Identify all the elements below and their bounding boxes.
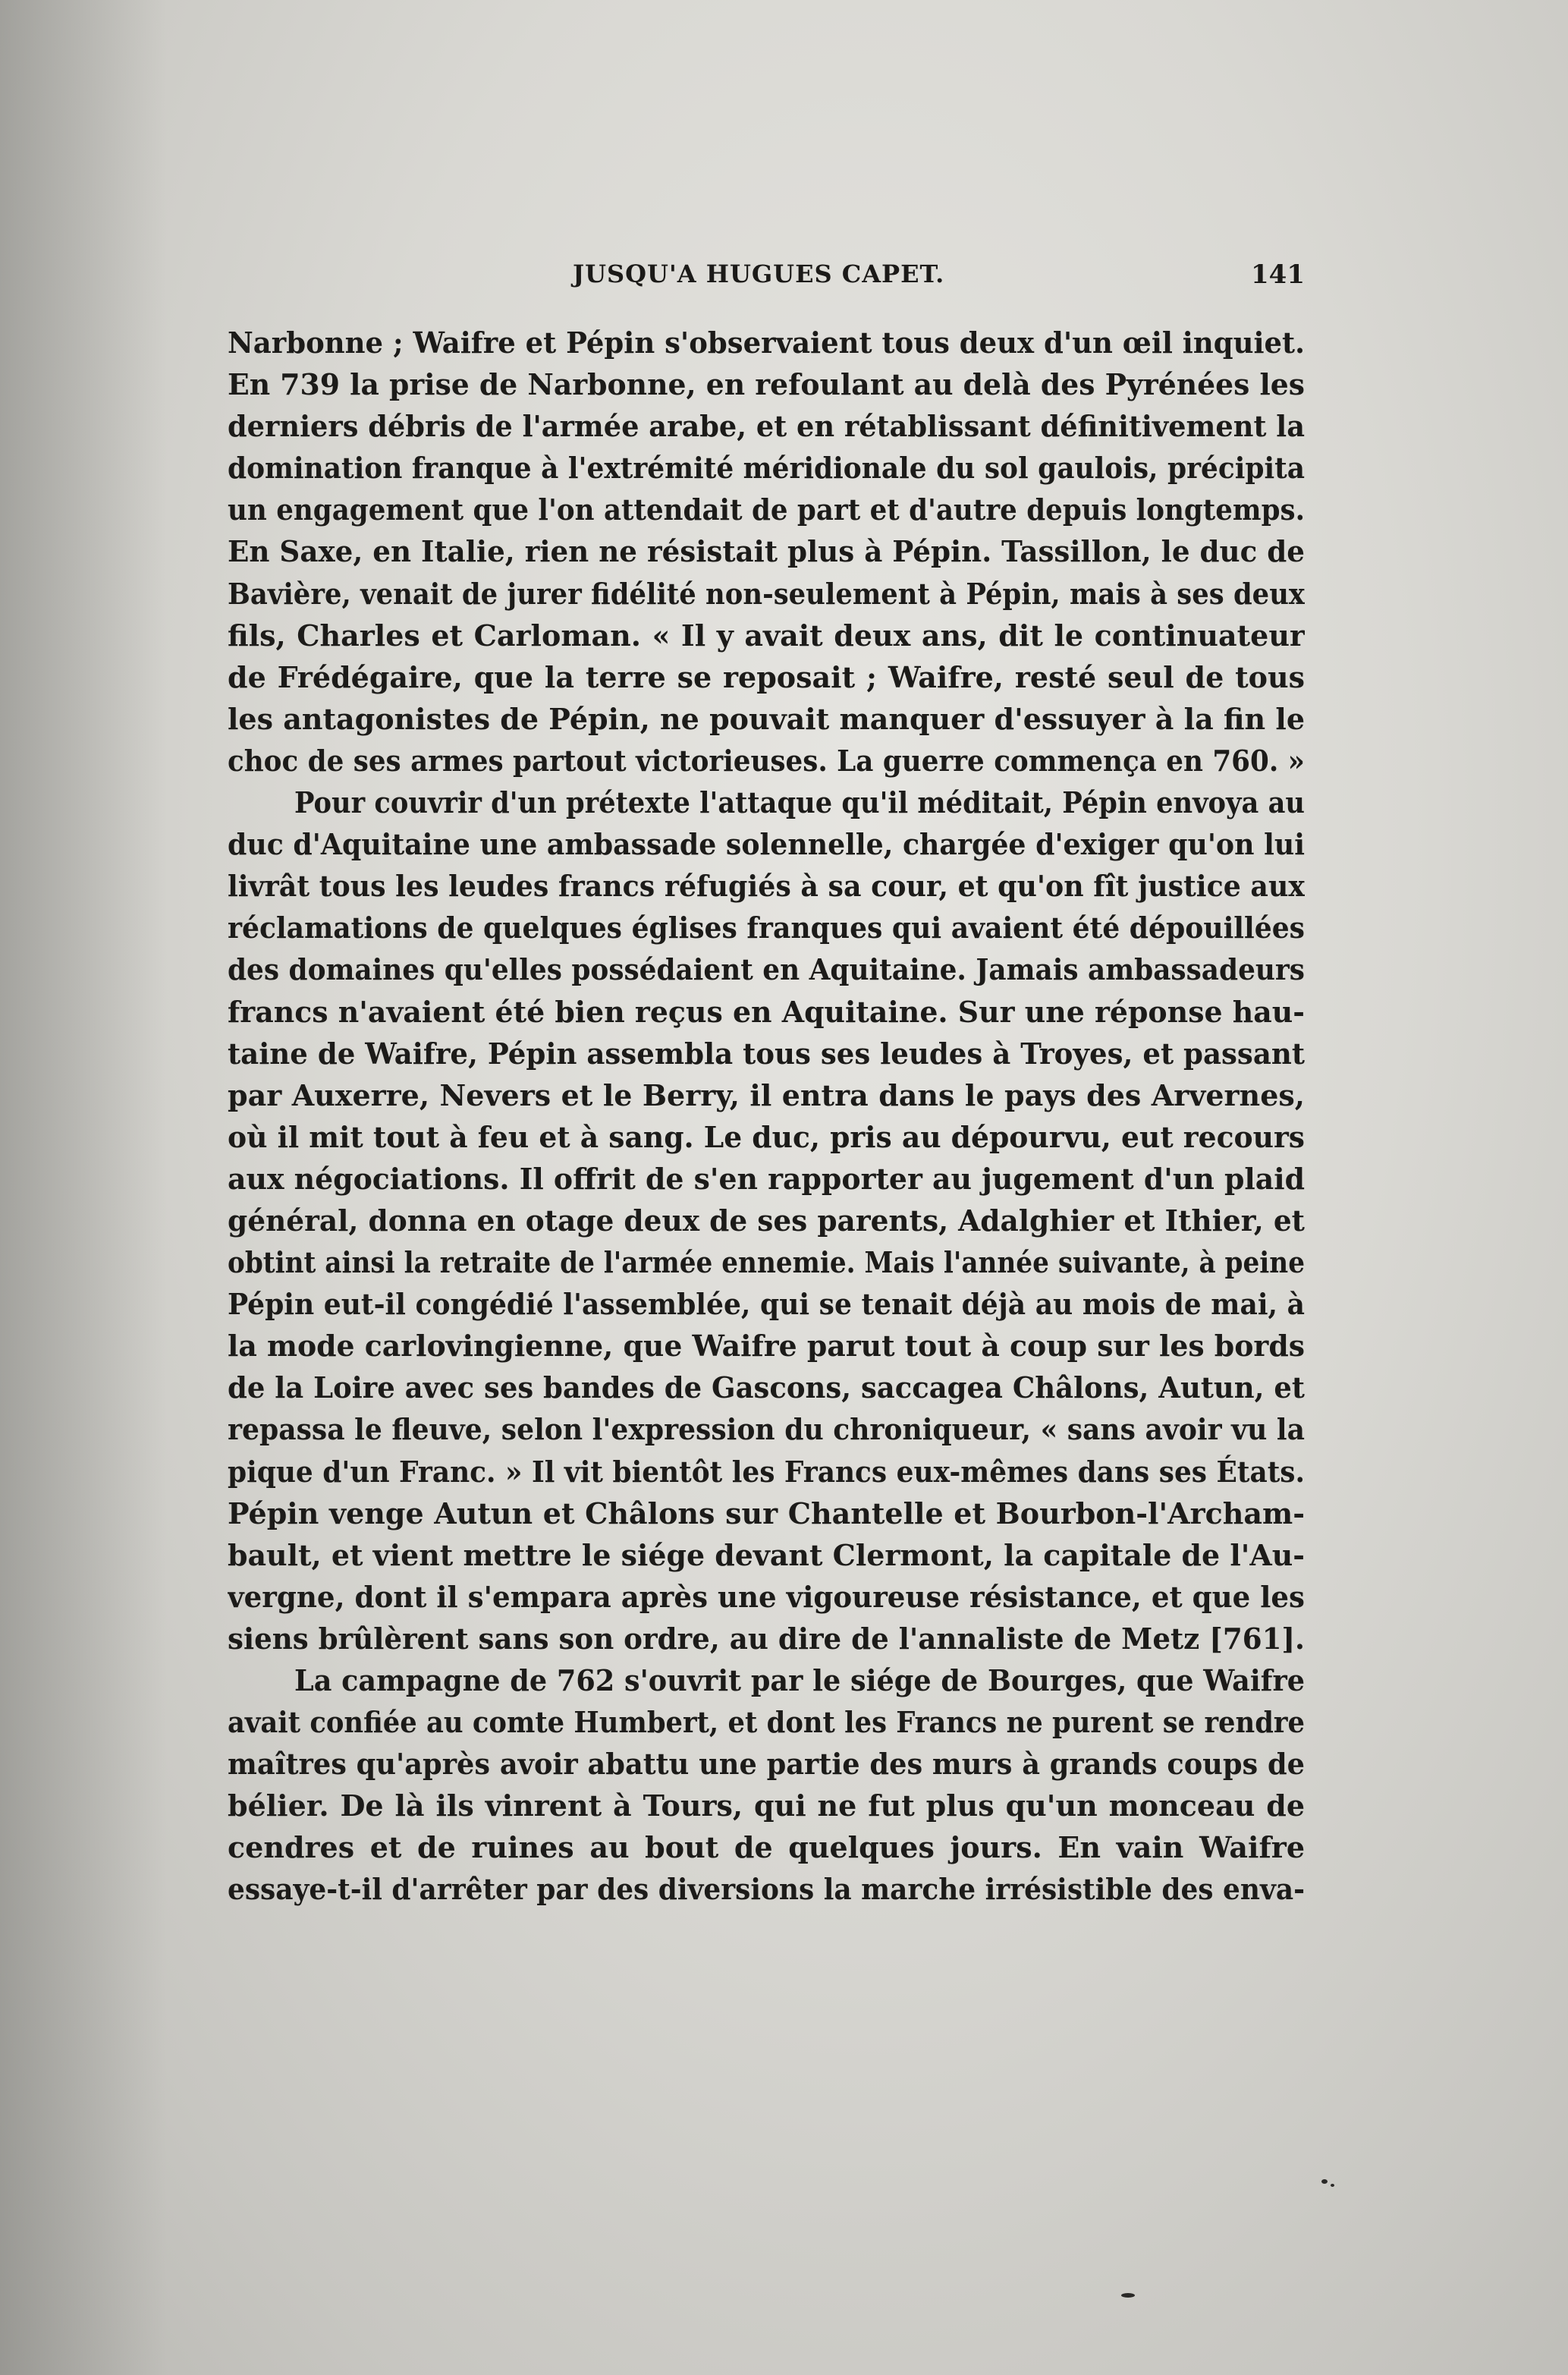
text-line: domination franque à l'extrémité méridionale du sol gaulois, précipita <box>228 451 1305 486</box>
text-line: repassa le fleuve, selon l'expression du chroniqueur, « sans avoir vu la <box>228 1412 1305 1447</box>
text-line: francs n'avaient été bien reçus en Aquitaine. Sur une réponse hau- <box>228 994 1305 1029</box>
text-line: réclamations de quelques églises franques qui avaient été dépouillées <box>228 911 1305 945</box>
text-line: les antagonistes de Pépin, ne pouvait manquer d'essuyer à la fin le <box>228 701 1305 736</box>
text-line: bault, et vient mettre le siége devant Clermont, la capitale de l'Au- <box>228 1537 1305 1572</box>
text-line: siens brûlèrent sans son ordre, au dire de l'annaliste de Metz [761]. <box>228 1621 1305 1656</box>
text-line: fils, Charles et Carloman. « Il y avait deux ans, dit le continuateur <box>228 618 1305 653</box>
text-line: avait confiée au comte Humbert, et dont les Francs ne purent se rendre <box>228 1705 1305 1740</box>
text-line: Pépin venge Autun et Châlons sur Chantelle et Bourbon-l'Archam- <box>228 1496 1305 1530</box>
page-number: 141 <box>1251 260 1305 290</box>
text-line: Bavière, venait de jurer fidélité non-seulement à Pépin, mais à ses deux <box>228 576 1305 611</box>
ink-speck <box>1321 2179 1328 2184</box>
paragraph-first-line: Pour couvrir d'un prétexte l'attaque qu'il méditait, Pépin envoya au <box>294 785 1305 820</box>
gutter-shadow <box>0 0 167 2375</box>
text-line: En 739 la prise de Narbonne, en refoulant au delà des Pyrénées les <box>228 367 1305 402</box>
text-line: obtint ainsi la retraite de l'armée ennemie. Mais l'année suivante, à peine <box>228 1245 1305 1280</box>
text-line: livrât tous les leudes francs réfugiés à sa cour, et qu'on fît justice aux <box>228 869 1305 904</box>
text-line: de la Loire avec ses bandes de Gascons, saccagea Châlons, Autun, et <box>228 1370 1305 1405</box>
text-line: où il mit tout à feu et à sang. Le duc, pris au dépourvu, eut recours <box>228 1119 1305 1154</box>
text-line: par Auxerre, Nevers et le Berry, il entra dans le pays des Arvernes, <box>228 1077 1305 1112</box>
running-head <box>228 260 1305 297</box>
text-line: de Frédégaire, que la terre se reposait ; Waifre, resté seul de tous <box>228 659 1305 694</box>
text-line: Narbonne ; Waifre et Pépin s'observaient tous deux d'un œil inquiet. <box>228 326 1305 360</box>
paragraph-first-line: La campagne de 762 s'ouvrit par le siége de Bourges, que Waifre <box>294 1663 1305 1697</box>
text-line: général, donna en otage deux de ses parents, Adalghier et Ithier, et <box>228 1203 1305 1238</box>
body-text <box>228 322 1305 1911</box>
ink-speck <box>1121 2293 1135 2298</box>
text-line: cendres et de ruines au bout de quelques jours. En vain Waifre <box>228 1830 1305 1865</box>
text-line: Pépin eut-il congédié l'assemblée, qui se tenait déjà au mois de mai, à <box>228 1287 1305 1322</box>
text-line: vergne, dont il s'empara après une vigoureuse résistance, et que les <box>228 1579 1305 1614</box>
text-line: choc de ses armes partout victorieuses. La guerre commença en 760. » <box>228 743 1305 778</box>
ink-speck <box>1331 2184 1334 2187</box>
text-line: essaye-t-il d'arrêter par des diversions la marche irrésistible des enva- <box>228 1872 1305 1907</box>
text-line: derniers débris de l'armée arabe, et en rétablissant définitivement la <box>228 409 1305 444</box>
text-line: taine de Waifre, Pépin assembla tous ses leudes à Troyes, et passant <box>228 1036 1305 1071</box>
text-line: bélier. De là ils vinrent à Tours, qui ne fut plus qu'un monceau de <box>228 1788 1305 1823</box>
text-line: un engagement que l'on attendait de part et d'autre depuis longtemps. <box>228 492 1305 527</box>
text-line: En Saxe, en Italie, rien ne résistait plus à Pépin. Tassillon, le duc de <box>228 534 1305 569</box>
text-line: maîtres qu'après avoir abattu une partie des murs à grands coups de <box>228 1747 1305 1782</box>
text-line: aux négociations. Il offrit de s'en rapporter au jugement d'un plaid <box>228 1161 1305 1196</box>
text-line: pique d'un Franc. » Il vit bientôt les Francs eux-mêmes dans ses États. <box>228 1454 1305 1489</box>
text-line: duc d'Aquitaine une ambassade solennelle, chargée d'exiger qu'on lui <box>228 827 1305 862</box>
text-line: des domaines qu'elles possédaient en Aquitaine. Jamais ambassadeurs <box>228 952 1305 987</box>
text-line: la mode carlovingienne, que Waifre parut tout à coup sur les bords <box>228 1329 1305 1364</box>
running-title: JUSQU'A HUGUES CAPET. <box>573 260 945 288</box>
